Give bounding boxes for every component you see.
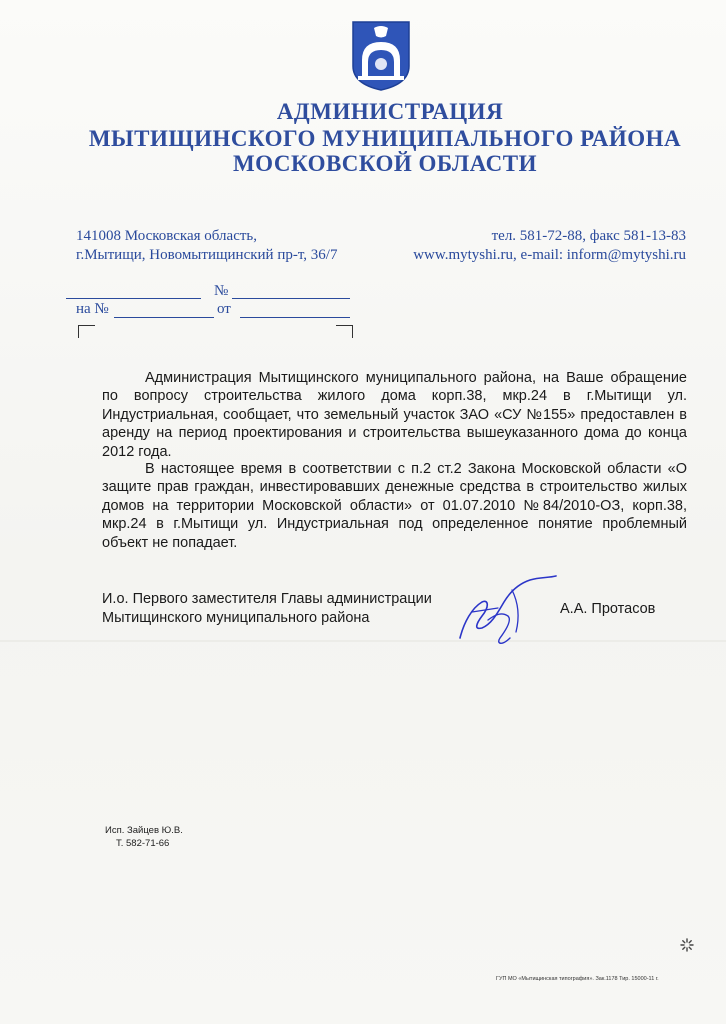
print-mark-icon — [680, 938, 694, 952]
executor-phone: Т. 582-71-66 — [116, 838, 170, 849]
ref-date-label: от — [217, 301, 231, 317]
ref-number-label: на № — [76, 301, 109, 317]
signer-name: А.А. Протасов — [560, 601, 656, 617]
org-title-line2: МЫТИЩИНСКОГО МУНИЦИПАЛЬНОГО РАЙОНА — [88, 126, 682, 151]
signer-position — [102, 590, 432, 627]
body-paragraph-1: Администрация Мытищинского муниципального района, на Ваше обращение по вопросу строительства жилого дома корп.38, мкр.24 в г.Мытищи ул. Индустриальная, сообщает, что земельный участок ЗАО «СУ №155» предоставлен в аренду на период проектирования и строительства вышеуказанного дома до конца 2012 года. — [102, 370, 687, 460]
ref-number-line — [114, 317, 214, 318]
ref-date-line — [240, 317, 350, 318]
web-email: www.mytyshi.ru, e-mail: inform@mytyshi.ru — [413, 247, 686, 263]
postal-address — [76, 227, 337, 265]
executor-name: Исп. Зайцев Ю.В. — [105, 825, 183, 836]
body-paragraph-2: В настоящее время в соответствии с п.2 ст.2 Закона Московской области «О защите прав граждан, инвестировавших денежные средства в строительство жилых домов на территории Московской области» от 01.07.2010 №84/2010-ОЗ, корп.38, мкр.24 в г.Мытищи ул. Индустриальная под определенное понятие проблемный объект не попадает. — [102, 461, 687, 551]
address-corner-right — [336, 325, 353, 338]
address-corner-left — [78, 325, 95, 338]
printer-info: ГУП МО «Мытищинская типография». Зак.1178 Тир. 15000-11 г. — [496, 976, 659, 982]
paper-fold — [0, 640, 726, 642]
coat-of-arms-icon — [350, 20, 412, 92]
address-line1: 141008 Московская область, — [76, 228, 257, 244]
org-title-line3: МОСКОВСКОЙ ОБЛАСТИ — [232, 151, 538, 176]
handwritten-signature — [452, 572, 562, 652]
signer-position-line1: И.о. Первого заместителя Главы администрации — [102, 591, 432, 607]
signer-position-line2: Мытищинского муниципального района — [102, 609, 370, 626]
phone-fax: тел. 581-72-88, факс 581-13-83 — [491, 228, 686, 244]
contact-info — [380, 227, 686, 265]
org-title-line1: АДМИНИСТРАЦИЯ — [276, 99, 504, 124]
outgoing-number-line — [232, 298, 350, 299]
outgoing-date-line — [66, 298, 201, 299]
number-label: № — [214, 283, 229, 299]
address-line2: г.Мытищи, Новомытищинский пр-т, 36/7 — [76, 247, 338, 263]
